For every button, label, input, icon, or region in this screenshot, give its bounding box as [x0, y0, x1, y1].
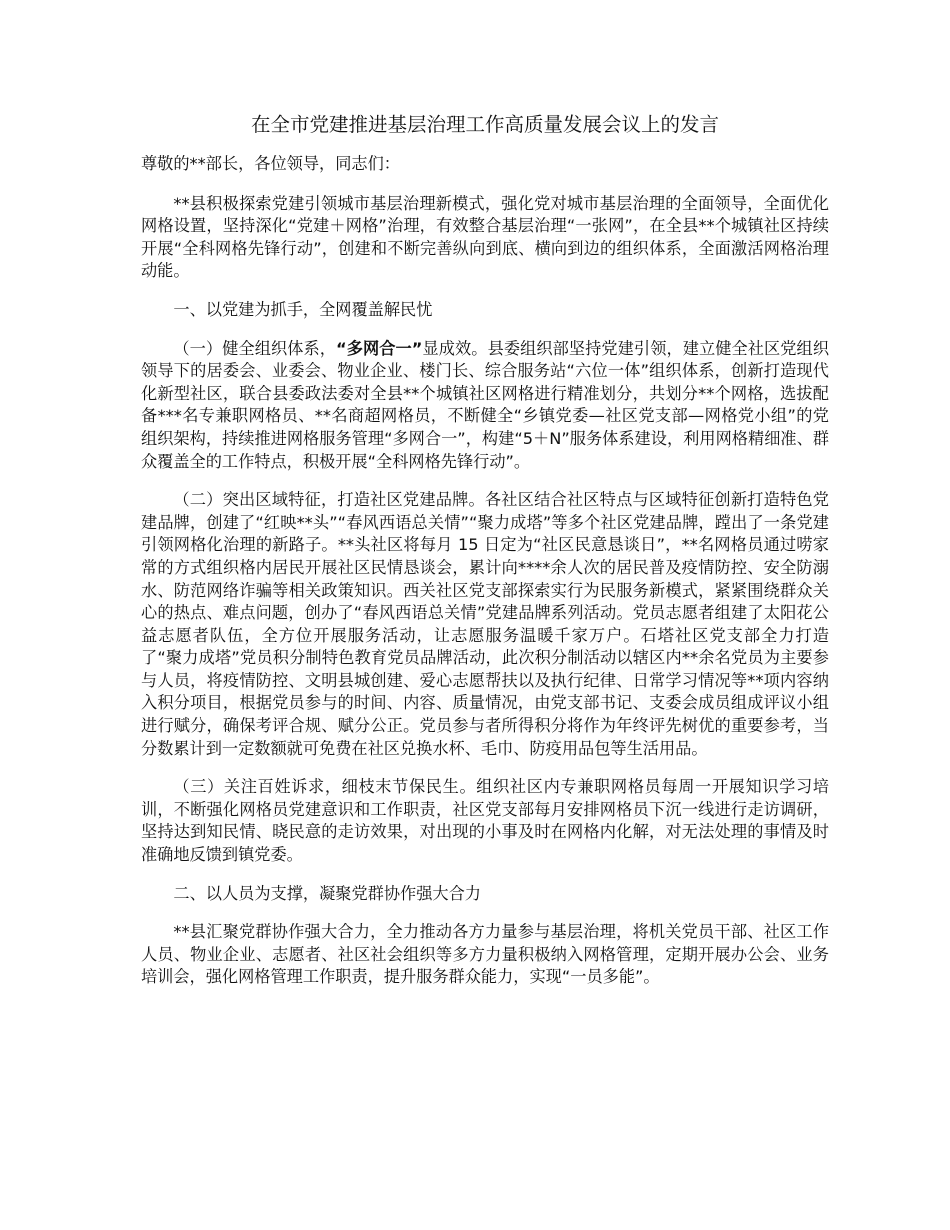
section-1-paragraph-3: （三）关注百姓诉求，细枝末节保民生。组织社区内专兼职网格员每周一开展知识学习培训，不断强化网格员党建意识和工作职责，社区党支部每月安排网格员下沉一线进行走访调研，坚持达到知民情、晓民意的走访效果，对出现的小事及时在网格内化解，对无法处理的事情及时准确地反馈到镇党委。: [141, 777, 829, 865]
section-1-paragraph-1: [141, 338, 829, 474]
section-1-heading: 一、以党建为抓手，全网覆盖解民忧: [173, 299, 433, 319]
s1p1-bold-term: “多网合一”: [336, 338, 423, 358]
section-2-paragraph-1: **县汇聚党群协作强大合力，全力推动各方力量参与基层治理，将机关党员干部、社区工作人员、物业企业、志愿者、社区社会组织等多方力量积极纳入网格管理，定期开展办公会、业务培训会，强化网格管理工作职责，提升服务群众能力，实现“一员多能”。: [141, 922, 829, 987]
s1p1-prefix: （一）健全组织体系，: [173, 338, 337, 358]
intro-paragraph: **县积极探索党建引领城市基层治理新模式，强化党对城市基层治理的全面领导，全面优化网格设置，坚持深化“党建＋网格”治理，有效整合基层治理“一张网”，在全县**个城镇社区持续开展“全科网格先锋行动”，创建和不断完善纵向到底、横向到边的组织体系，全面激活网格治理动能。: [141, 193, 829, 281]
s1p1-rest: 显成效。县委组织部坚持党建引领，建立健全社区党组织领导下的居委会、业委会、物业企业、楼门长、综合服务站“六位一体”组织体系，创新打造现代化新型社区，联合县委政法委对全县**个城镇社区网格进行精准划分，共划分**个网格，选拔配备***名专兼职网格员、**名商超网格员，不断健全“乡镇党委—社区党支部—网格党小组”的党组织架构，持续推进网格服务管理“多网合一”，构建“5＋N”服务体系建设，利用网格精细准、群众覆盖全的工作特点，积极开展“全科网格先锋行动”。: [141, 338, 830, 471]
section-1-paragraph-2: （二）突出区域特征，打造社区党建品牌。各社区结合社区特点与区域特征创新打造特色党建品牌，创建了“红映**头”“春风西语总关情”“聚力成塔”等多个社区党建品牌，蹚出了一条党建引领网格化治理的新路子。**头社区将每月 15 日定为“社区民意恳谈日”，**名网格员通过唠家常的方式组织格内居民开展社区民情恳谈会，累计向****余人次的居民普及疫情防控、安全防溺水、防范网络诈骗等相关政策知识。西关社区党支部探索实行为民服务新模式，紧紧围绕群众关心的热点、难点问题，创办了“春风西语总关情”党建品牌系列活动。党员志愿者组建了太阳花公益志愿者队伍，全方位开展服务活动，让志愿服务温暖千家万户。石塔社区党支部全力打造了“聚力成塔”党员积分制特色教育党员品牌活动，此次积分制活动以辖区内**余名党员为主要参与人员，将疫情防控、文明县城创建、爱心志愿帮扶以及执行纪律、日常学习情况等**项内容纳入积分项目，根据党员参与的时间、内容、质量情况，由党支部书记、支委会成员组成评议小组进行赋分，确保考评合规、赋分公正。党员参与者所得积分将作为年终评先树优的重要参考，当分数累计到一定数额就可免费在社区兑换水杯、毛巾、防疫用品包等生活用品。: [141, 490, 829, 758]
document-title: 在全市党建推进基层治理工作高质量发展会议上的发言: [250, 113, 719, 136]
section-2-heading: 二、以人员为支撑，凝聚党群协作强大合力: [173, 883, 481, 903]
document-page: [141, 110, 829, 1005]
salutation: 尊敬的**部长，各位领导，同志们：: [141, 154, 400, 173]
